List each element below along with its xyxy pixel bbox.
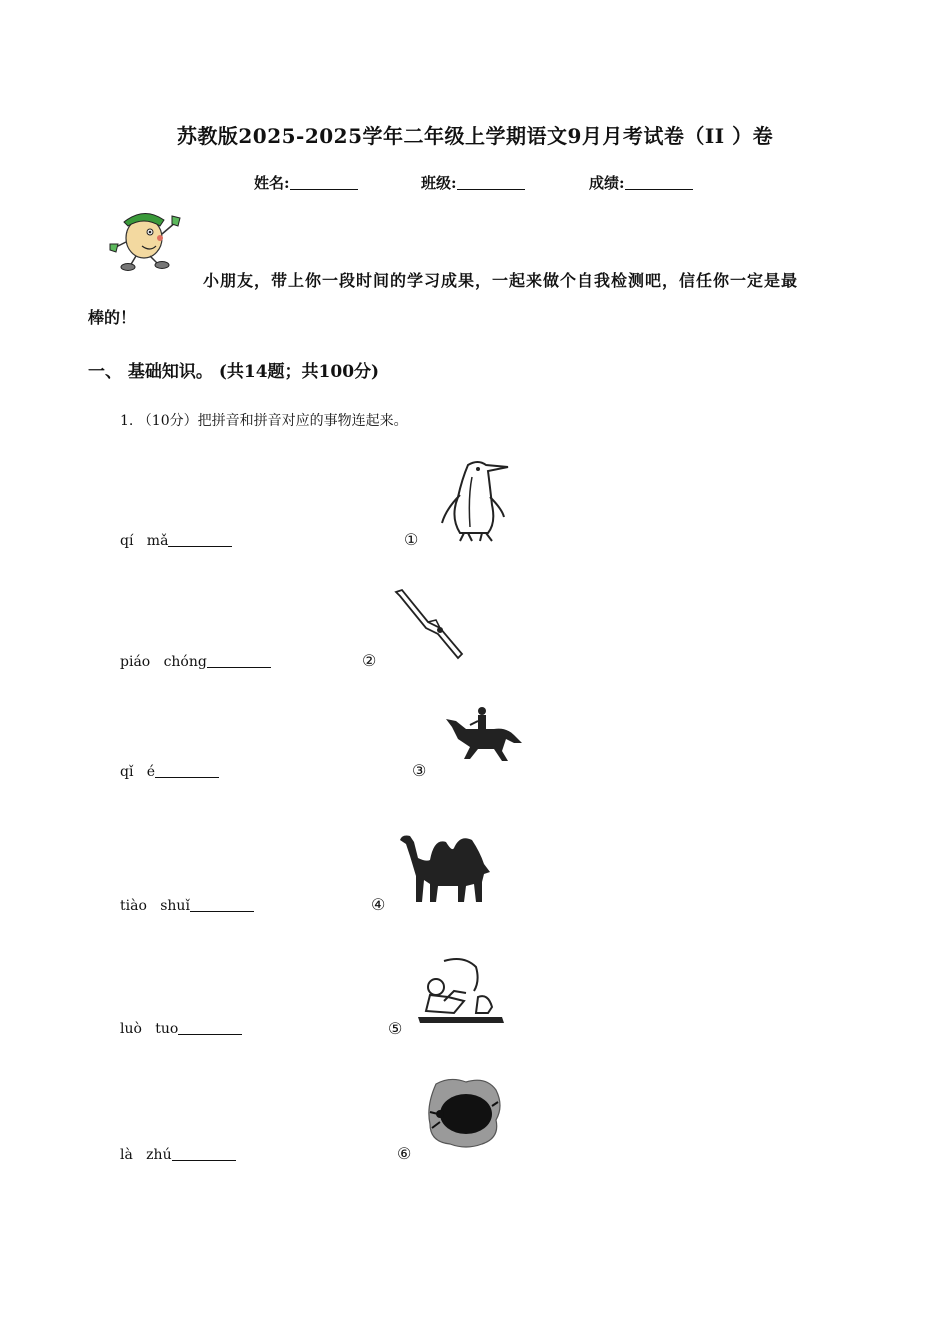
answer-blank[interactable] [190, 899, 254, 912]
name-blank[interactable] [290, 175, 358, 190]
pinyin-item: piáo chóng [120, 654, 271, 670]
answer-blank[interactable] [155, 765, 219, 778]
intro-line-2: 棒的！ [88, 308, 137, 327]
intro-line-1: 小朋友，带上你一段时间的学习成果，一起来做个自我检测吧，信任你一定是最 [203, 271, 799, 290]
picture-number: ④ [371, 895, 386, 914]
picture-number: ③ [412, 761, 427, 780]
ladybug-icon [426, 1076, 502, 1150]
answer-blank[interactable] [178, 1022, 242, 1035]
class-blank[interactable] [457, 175, 525, 190]
class-field [421, 172, 525, 193]
camel-icon [396, 828, 496, 906]
score-field [589, 172, 693, 193]
pinyin-item: là zhú [120, 1147, 236, 1163]
picture-number: ① [404, 530, 419, 549]
answer-blank[interactable] [168, 534, 232, 547]
answer-blank[interactable] [207, 655, 271, 668]
child-on-sled-icon [414, 957, 508, 1027]
question-1-prompt: 1. （10分）把拼音和拼音对应的事物连起来。 [120, 413, 408, 429]
picture-number: ⑤ [388, 1019, 403, 1038]
picture-number: ⑥ [397, 1144, 412, 1163]
pinyin-item: qǐ é [120, 764, 219, 780]
mascot-icon [106, 204, 186, 272]
penguin-icon [438, 457, 514, 543]
answer-blank[interactable] [172, 1148, 236, 1161]
pinyin-item: tiào shuǐ [120, 898, 254, 914]
pinyin-item: luò tuo [120, 1021, 242, 1037]
diver-icon [392, 588, 468, 660]
score-label: 成绩: [589, 174, 625, 192]
name-field [254, 172, 358, 193]
section-heading: 一、 基础知识。 (共14题；共100分) [88, 362, 380, 382]
name-label: 姓名: [254, 174, 290, 192]
score-blank[interactable] [625, 175, 693, 190]
pinyin-item: qí mǎ [120, 533, 232, 549]
class-label: 班级: [421, 174, 457, 192]
picture-number: ② [362, 651, 377, 670]
page-title: 苏教版2025-2025学年二年级上学期语文9月月考试卷（II ）卷 [176, 124, 774, 148]
horse-rider-icon [442, 705, 524, 763]
